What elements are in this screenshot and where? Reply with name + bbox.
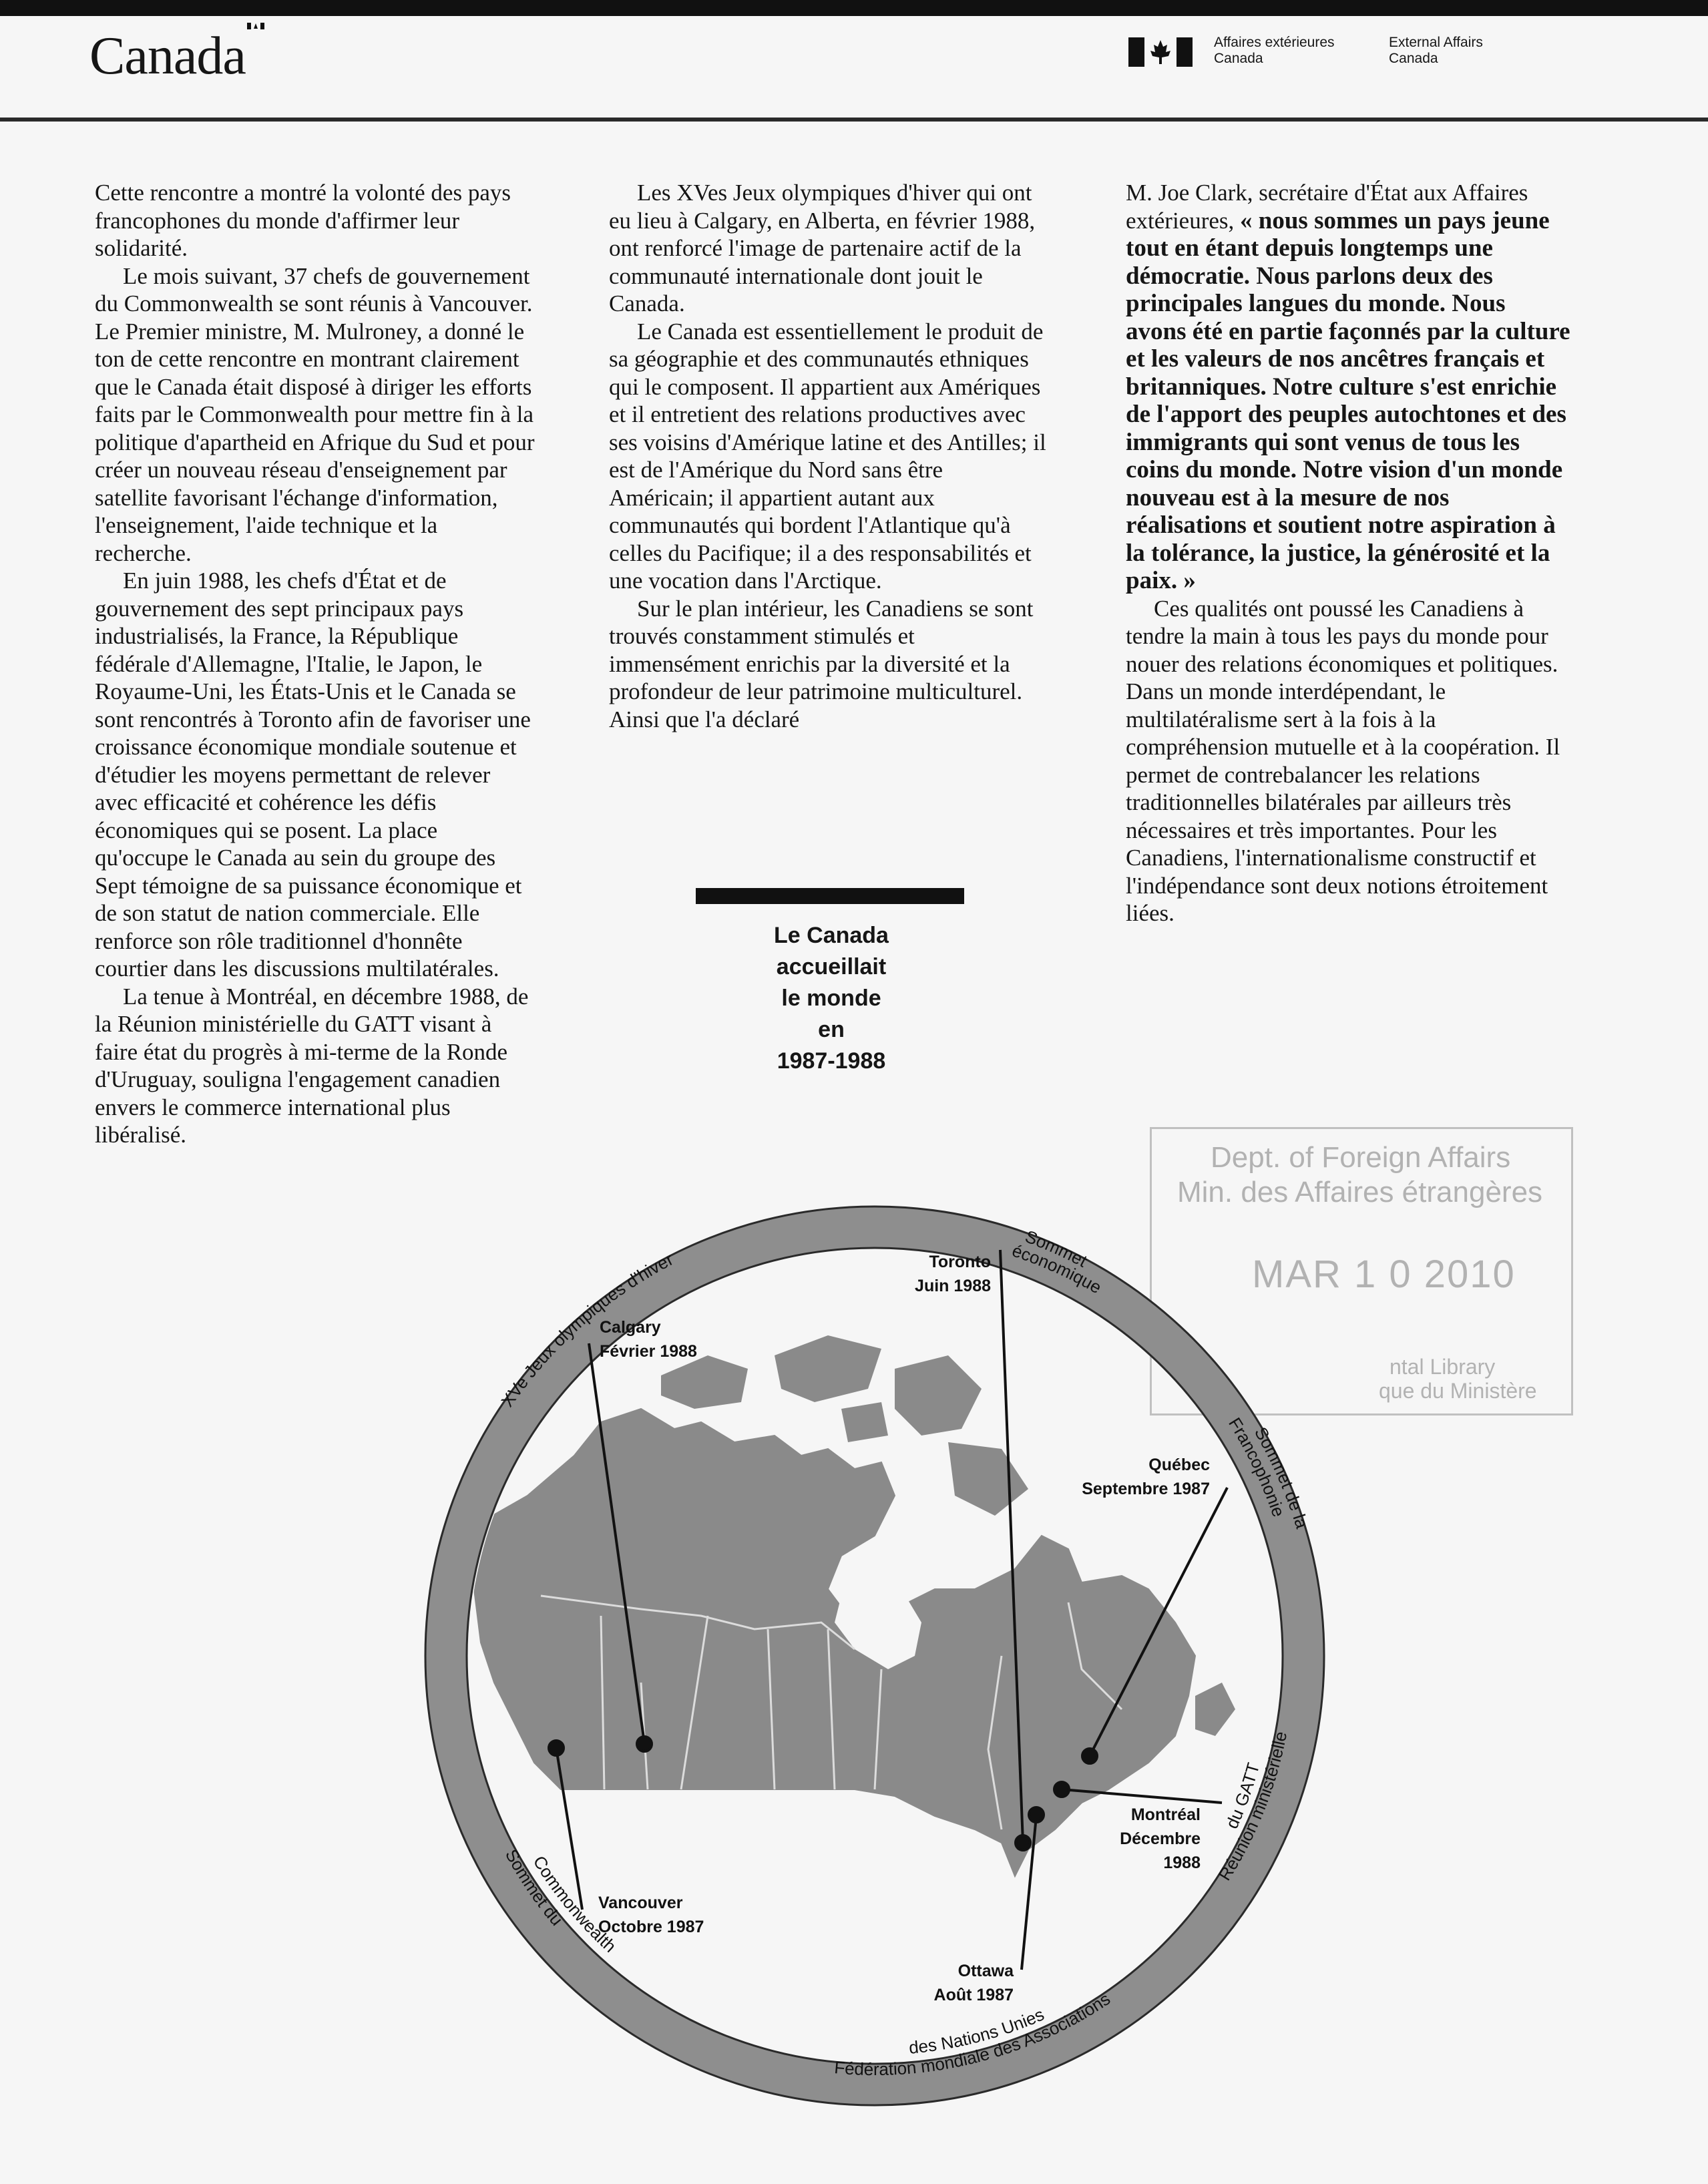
stamp-line: Dept. of Foreign Affairs bbox=[1211, 1141, 1511, 1174]
montreal-dot bbox=[1054, 1782, 1069, 1797]
ottawa-date-text: Août 1987 bbox=[933, 1986, 1014, 2004]
quebec-label bbox=[1148, 1456, 1210, 1474]
ottawa-dot bbox=[1029, 1807, 1044, 1822]
ottawa-label bbox=[958, 1962, 1014, 1980]
arctic-island bbox=[775, 1335, 881, 1402]
calgary-date bbox=[600, 1342, 697, 1361]
figure-title-line: accueillait bbox=[776, 954, 887, 979]
montreal-month bbox=[1120, 1829, 1201, 1848]
toronto-city: Toronto bbox=[929, 1253, 991, 1271]
ottawa-date bbox=[934, 1986, 1014, 2004]
figure-title-line: 1987-1988 bbox=[777, 1048, 886, 1074]
quote-intro: M. Joe Clark, secrétaire d'État aux Affaires extérieures, bbox=[1126, 180, 1528, 234]
montreal-label bbox=[1131, 1805, 1201, 1824]
montreal-year bbox=[1163, 1853, 1201, 1872]
calgary-city: Calgary bbox=[600, 1318, 661, 1337]
economic-line2: économique bbox=[1010, 1240, 1105, 1298]
stamp-date: MAR 1 0 2010 bbox=[1252, 1253, 1516, 1296]
arctic-island bbox=[948, 1442, 1028, 1516]
quebec-date bbox=[1082, 1480, 1210, 1498]
ottawa-city: Ottawa bbox=[957, 1962, 1014, 1980]
vancouver-date-text: Octobre 1987 bbox=[598, 1918, 704, 1936]
stamp-line: Min. des Affaires étrangères bbox=[1177, 1176, 1543, 1209]
quebec-date-text: Septembre 1987 bbox=[1082, 1480, 1210, 1498]
francophonie-line2: Francophonie bbox=[1225, 1413, 1289, 1520]
calgary-dot bbox=[637, 1737, 652, 1751]
wordmark-text: Canada bbox=[89, 27, 246, 85]
commonwealth-line2: Commonwealth bbox=[529, 1851, 620, 1956]
vancouver-label bbox=[598, 1894, 683, 1912]
quebec-city: Québec bbox=[1148, 1456, 1210, 1474]
un-line1: Fédération mondiale des Associations bbox=[833, 1988, 1114, 2080]
arctic-island bbox=[895, 1355, 982, 1436]
stamp-line: ntal Library bbox=[1390, 1355, 1496, 1379]
gatt-line1: Réunion ministérielle bbox=[1214, 1729, 1291, 1884]
economic-line1: Sommet bbox=[1022, 1226, 1091, 1271]
dept-fr-line2: Canada bbox=[1214, 51, 1263, 66]
toronto-label bbox=[929, 1253, 991, 1271]
canada-mainland bbox=[474, 1409, 1195, 1876]
paragraph: Les XVes Jeux olympiques d'hiver qui ont eu lieu à Calgary, en Alberta, en février 1988, ont renforcé l'image de partenaire actif de la communauté internationale dont jouit le Canada. bbox=[609, 180, 1036, 316]
arctic-island bbox=[841, 1402, 888, 1442]
montreal-month-text: Décembre bbox=[1120, 1829, 1201, 1848]
calgary-date-text: Février 1988 bbox=[600, 1342, 697, 1361]
commonwealth-line1: Sommet du bbox=[501, 1845, 568, 1930]
arctic-island bbox=[661, 1355, 748, 1409]
dept-en-line2: Canada bbox=[1389, 51, 1438, 66]
quebec-dot bbox=[1082, 1749, 1097, 1763]
stamp-line: que du Ministère bbox=[1379, 1379, 1537, 1403]
olympics-text: XVe Jeux olympiques d'hiver bbox=[497, 1249, 677, 1411]
paragraph: Ces qualités ont poussé les Canadiens à tendre la main à tous les pays du monde pour nouer des relations économiques et politiques. Dans un monde interdépendant, le multilatéralisme sert à la fois à la compréhension mutuelle et à la coopération. Il permet de contrebalancer les relations traditionnelles bilatérales par ailleurs très nécessaires et très importantes. Pour les Canadiens, l'internationalisme constructif et l'indépendance sont deux notions étroitement liées. bbox=[1126, 595, 1560, 926]
paragraph: Le Canada est essentiellement le produit de sa géographie et des communautés ethniques qui le composent. Il appartient aux Amériques et il entretient des relations productives avec ses voisins d'Amérique latine et des Antilles; il est de l'Amérique du Nord sans être Américain; il appartient autant aux communautés qui bordent l'Atlantique qu'à celles du Pacifique; il a des responsabilités et une vocation dans l'Arctique. bbox=[609, 318, 1046, 594]
vancouver-date bbox=[598, 1918, 704, 1936]
paragraph: Cette rencontre a montré la volonté des pays francophones du monde d'affirmer leur solidarité. bbox=[95, 180, 511, 261]
toronto-date bbox=[915, 1277, 991, 1295]
dept-fr-line1: Affaires extérieures bbox=[1214, 35, 1335, 50]
un-line2: des Nations Unies bbox=[907, 2004, 1048, 2058]
paragraph: En juin 1988, les chefs d'État et de gouvernement des sept principaux pays industrialisés, la France, la République fédérale d'Allemagne, l'Italie, le Japon, le Royaume-Uni, les États-Unis et le Canada se sont rencontrés à Toronto afin de favoriser une croissance économique mondiale soutenue et d'étudier les moyens permettant de relever avec efficacité et cohérence les défis économiques qui se posent. La place qu'occupe le Canada au sein du groupe des Sept témoigne de sa puissance économique et de son statut de nation commerciale. Elle renforce son rôle traditionnel d'honnête courtier dans les discussions multilatérales. bbox=[95, 568, 531, 981]
toronto-date-text: Juin 1988 bbox=[915, 1277, 991, 1295]
figure-title-line: Le Canada bbox=[774, 923, 889, 948]
figure-title-line: le monde bbox=[781, 986, 881, 1011]
montreal-year-text: 1988 bbox=[1163, 1853, 1201, 1872]
paragraph: La tenue à Montréal, en décembre 1988, de la Réunion ministérielle du GATT visant à faire état du progrès à mi-terme de la Ronde d'Uruguay, souligna l'engagement canadien envers le commerce international plus libéralisé. bbox=[95, 983, 529, 1148]
francophonie-line1: Sommet de la bbox=[1250, 1424, 1313, 1531]
montreal-city: Montréal bbox=[1130, 1805, 1201, 1824]
paragraph: Le mois suivant, 37 chefs de gouvernement du Commonwealth se sont réunis à Vancouver. Le Premier ministre, M. Mulroney, a donné le ton de cette rencontre en montrant clairement que le Canada était disposé à diriger les efforts faits par le Commonwealth pour mettre fin à la politique d'apartheid en Afrique du Sud et pour créer un nouveau réseau d'enseignement par satellite favorisant l'échange d'information, l'enseignement, l'aide technique et la recherche. bbox=[95, 262, 535, 566]
joe-clark-quote: « nous sommes un pays jeune tout en étant depuis longtemps une démocratie. Nous parlons deux des principales langues du monde. Nous avons été en partie façonnés par la culture et les valeurs de nos ancêtres français et britanniques. Notre culture s'est enrichie de l'apport des peuples autochtones et des immigrants qui sont venus de tous les coins du monde. Notre vision d'un monde nouveau est à la mesure de nos réalisations et soutient notre aspiration à la tolérance, la justice, la générosité et la paix. » bbox=[1126, 206, 1570, 594]
figure-title-line: en bbox=[818, 1017, 845, 1042]
dept-en-line1: External Affairs bbox=[1389, 35, 1483, 50]
gatt-line2: du GATT bbox=[1221, 1760, 1264, 1832]
vancouver-dot bbox=[549, 1741, 564, 1755]
paragraph: Sur le plan intérieur, les Canadiens se sont trouvés constamment stimulés et immensément enrichis par la diversité et la profondeur de leur patrimoine multiculturel. Ainsi que l'a déclaré bbox=[609, 595, 1034, 732]
toronto-dot bbox=[1016, 1835, 1030, 1850]
vancouver-city: Vancouver bbox=[598, 1894, 683, 1912]
newfoundland bbox=[1195, 1683, 1235, 1736]
calgary-label bbox=[600, 1318, 661, 1337]
